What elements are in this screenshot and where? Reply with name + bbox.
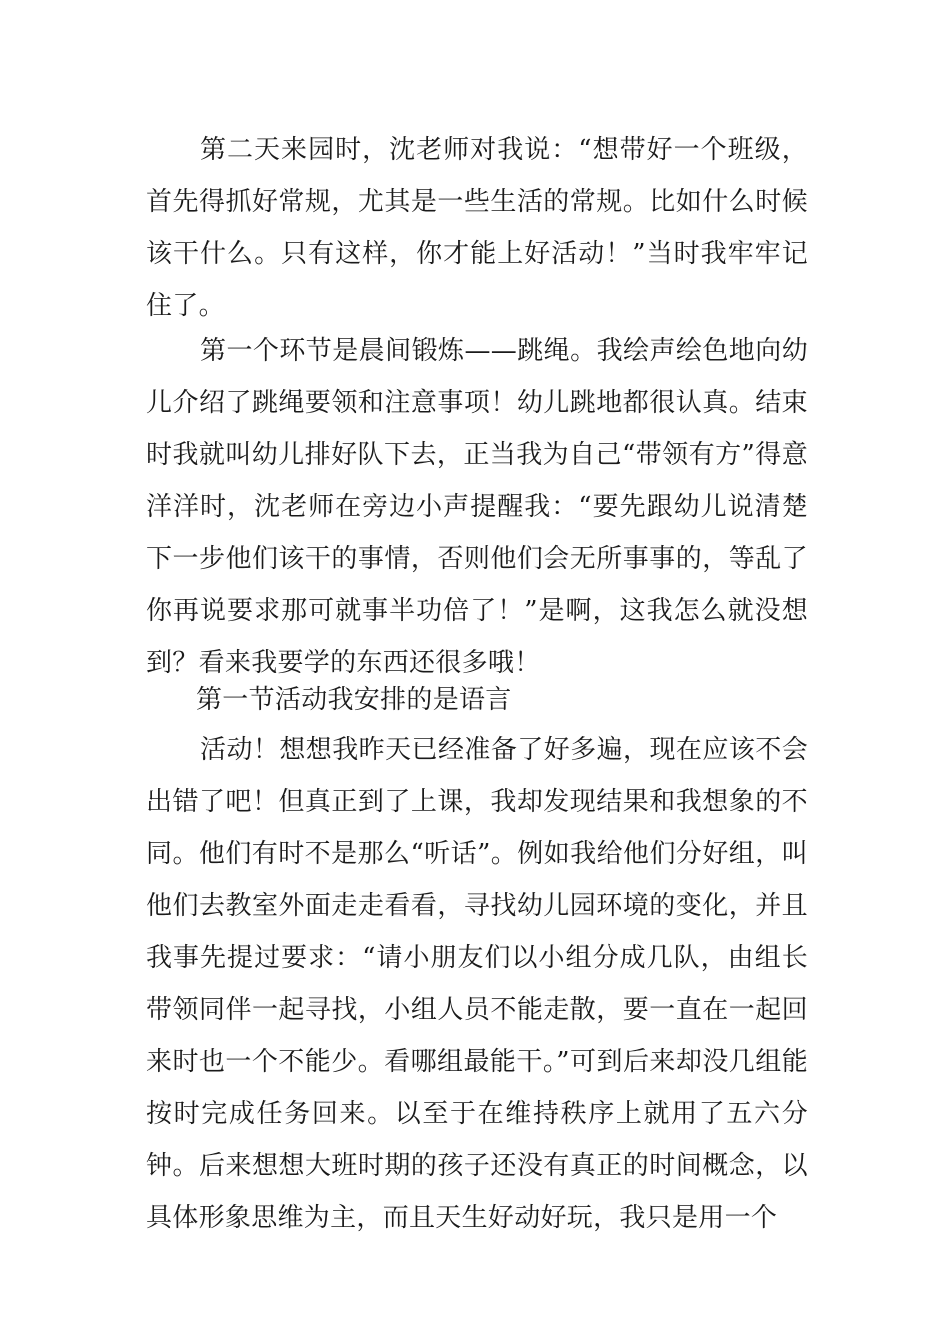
paragraph-language-activity: 活动！想想我昨天已经准备了好多遍，现在应该不会出错了吧！但真正到了上课，我却发现结果和我想象的不同。他们有时不是那么“听话”。例如我给他们分好组，叫他们去教室外面走走看看，寻找幼儿园环境的变化，并且我事先提过要求：“请小朋友们以小组分成几队，由组长带领同伴一起寻找，小组人员不能走散，要一直在一起回来时也一个不能少。看哪组最能干。”可到后来却没几组能按时完成任务回来。以至于在维持秩序上就用了五六分钟。后来想想大班时期的孩子还没有真正的时间概念，以具体形象思维为主，而且天生好动好玩，我只是用一个 xyxy=(146,735,808,1233)
paragraph-first-day-advice: 第二天来园时，沈老师对我说：“想带好一个班级，首先得抓好常规，尤其是一些生活的常规。比如什么时候该干什么。只有这样，你才能上好活动！”当时我牢牢记住了。 xyxy=(146,135,808,321)
paragraph-morning-exercise: 第一个环节是晨间锻炼——跳绳。我绘声绘色地向幼儿介绍了跳绳要领和注意事项！幼儿跳地都很认真。结束时我就叫幼儿排好队下去，正当我为自己“带领有方”得意洋洋时，沈老师在旁边小声提醒我：“要先跟幼儿说清楚下一步他们该干的事情，否则他们会无所事事的，等乱了你再说要求那可就事半功倍了！”是啊，这我怎么就没想到？看来我要学的东西还很多哦！ xyxy=(146,336,808,678)
paragraph-first-activity-heading: 第一节活动我安排的是语言 xyxy=(196,685,512,715)
